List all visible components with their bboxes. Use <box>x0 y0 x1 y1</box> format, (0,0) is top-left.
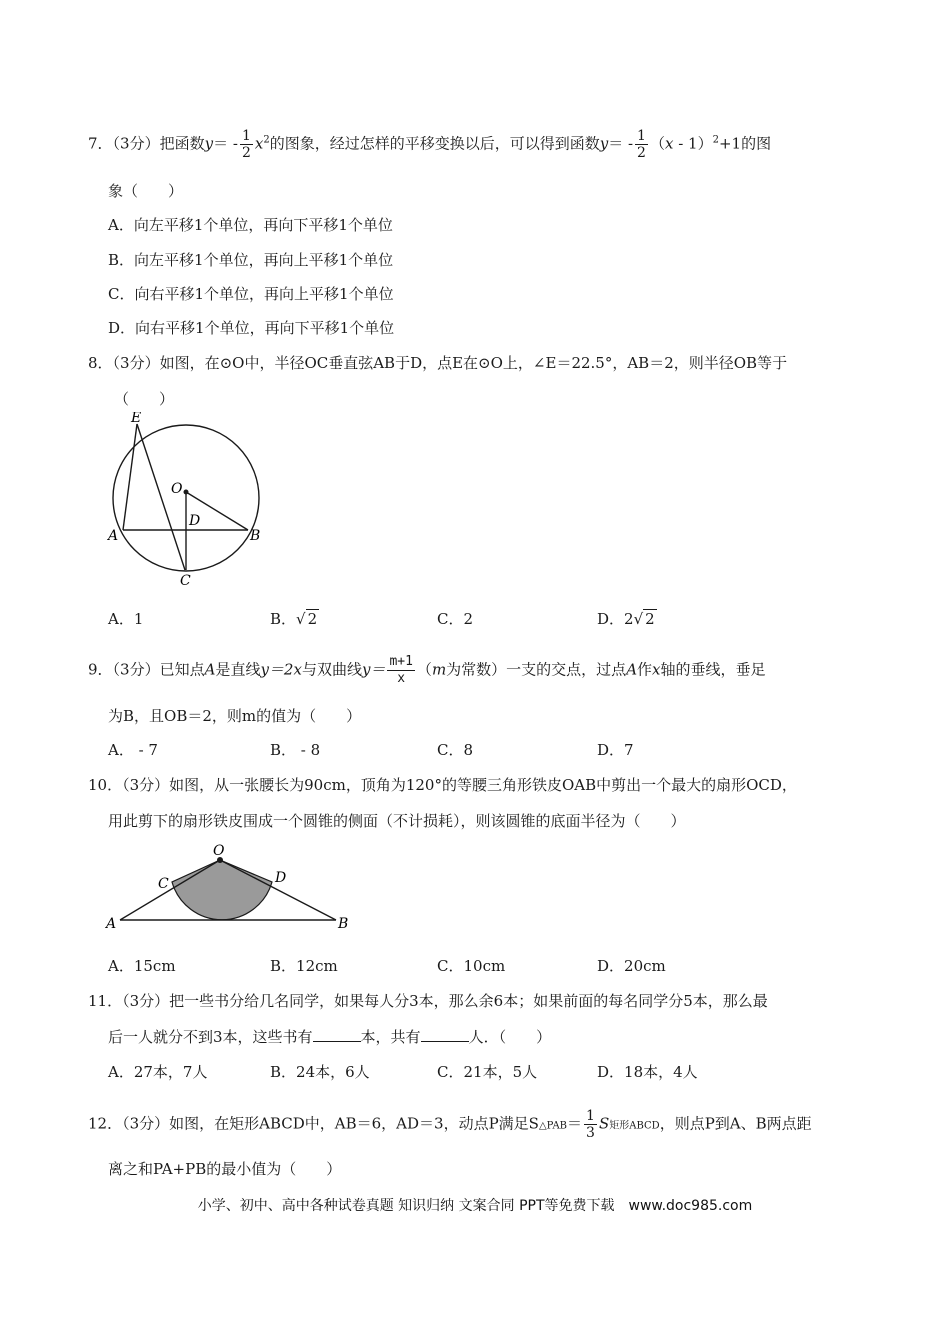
q11-blank-1 <box>313 1027 361 1042</box>
q12-fraction <box>584 1108 597 1141</box>
q12-line1 <box>88 1108 812 1141</box>
q7-option-a: A．向左平移1个单位，再向下平移1个单位 <box>108 216 393 234</box>
q11-option-b: B．24本，6人 <box>270 1063 370 1081</box>
q12-sub-2: 矩形ABCD <box>609 1120 660 1132</box>
q10-label-o: O <box>213 843 225 859</box>
q11-option-a: A．27本，7人 <box>108 1063 208 1081</box>
q7-fraction-2 <box>635 128 648 161</box>
q9-line2: 为B，且OB＝2，则m的值为（ ） <box>108 707 362 725</box>
q7-text-c: （ <box>649 134 665 153</box>
q8-line-ec <box>137 424 185 570</box>
q11-line1: 11．（3分）把一些书分给几名同学，如果每人分3本，那么余6本；如果前面的每名同学分5本，那么最 <box>88 992 768 1010</box>
q8-label-d: D <box>189 513 201 529</box>
q9-text-f: 作 <box>637 660 653 679</box>
q7-frac1-den: 2 <box>241 145 251 161</box>
q10-label-c: C <box>158 876 169 892</box>
q9-text-g: 轴的垂线，垂足 <box>660 660 766 679</box>
q8-line-ea <box>123 424 137 530</box>
q7-x-squared: x <box>254 134 264 153</box>
q8-line2: （ ） <box>114 390 175 408</box>
q8-line1: 8．（3分）如图，在⊙O中，半径OC垂直弦AB于D，点E在⊙O上，∠E＝22.5°，AB＝2，则半径OB等于 <box>88 354 788 372</box>
q9-line1 <box>88 654 766 687</box>
q9-y-eq: y＝ <box>361 660 386 679</box>
q10-label-d: D <box>275 870 287 886</box>
q8-option-b-rad: 2 <box>307 610 318 628</box>
q9-option-d: D．7 <box>597 741 634 759</box>
q10-option-a: A．15cm <box>108 957 176 975</box>
q10-line2: 用此剪下的扇形铁皮围成一个圆锥的侧面（不计损耗），则该圆锥的底面半径为（ ） <box>108 812 686 830</box>
q9-text-b: 是直线 <box>215 660 261 679</box>
q10-label-a: A <box>106 916 117 932</box>
q9-line-eq: y＝2x <box>260 660 302 679</box>
q8-label-b: B <box>250 528 261 544</box>
q10-sector <box>172 860 272 920</box>
q9-frac-num: m+1 <box>389 654 413 669</box>
q9-x: x <box>652 660 661 679</box>
q7-number: 7． <box>88 134 113 153</box>
q8-option-d-sqrt: √ 2 <box>633 610 655 628</box>
q10-option-b: B．12cm <box>270 957 338 975</box>
q10-triangle-figure <box>100 838 360 938</box>
q7-text-d: - 1） <box>673 134 713 153</box>
q8-option-b-prefix: B． <box>270 610 297 628</box>
q11-text-a: 后一人就分不到3本，这些书有 <box>108 1028 313 1046</box>
page-footer: 小学、初中、高中各种试卷真题 知识归纳 文案合同 PPT等免费下载 www.doc985.com <box>197 1198 753 1214</box>
q7-line1 <box>88 128 771 161</box>
q11-option-c: C．21本，5人 <box>437 1063 538 1081</box>
q7-text-b: 的图象，经过怎样的平移变换以后，可以得到函数 <box>269 134 600 153</box>
q9-point-a: A <box>204 660 216 679</box>
q12-frac-num: 1 <box>586 1108 595 1124</box>
q10-label-b: B <box>338 916 349 932</box>
q8-label-e: E <box>131 412 142 426</box>
q7-frac2-num: 1 <box>637 128 646 144</box>
q9-text-e: 为常数）一支的交点，过点 <box>446 660 627 679</box>
q7-frac1-num: 1 <box>241 128 251 144</box>
q7-fraction-1 <box>240 128 253 161</box>
q12-s2: S <box>598 1114 610 1133</box>
q8-option-b-sqrt: √ 2 <box>296 610 318 628</box>
q9-frac-den: x <box>397 671 406 686</box>
q9-fraction <box>387 654 414 687</box>
q12-sub-1: △PAB <box>538 1120 568 1132</box>
q11-text-b: 本，共有 <box>360 1028 421 1046</box>
q12-eq: ＝ <box>567 1114 583 1133</box>
q8-circle-figure <box>100 412 280 590</box>
q9-m: m <box>431 660 447 679</box>
q9-option-c: C．8 <box>437 741 474 759</box>
q7-sup: 2 <box>263 134 270 146</box>
q9-text-c: 与双曲线 <box>301 660 362 679</box>
q7-text-a: 把函数 <box>159 134 205 153</box>
q7-eq2: ＝ - <box>608 134 634 153</box>
q7-line2: 象（ ） <box>108 182 184 200</box>
q8-option-d <box>597 608 657 630</box>
q7-y1: y <box>204 134 214 153</box>
q8-option-d-rad: 2 <box>645 610 655 628</box>
q8-label-o: O <box>171 481 183 497</box>
q10-option-d: D．20cm <box>597 957 666 975</box>
q8-option-b <box>270 608 319 630</box>
q7-sup-2: 2 <box>712 134 719 146</box>
q11-blank-2 <box>421 1027 469 1042</box>
q7-option-c: C．向右平移1个单位，再向上平移1个单位 <box>108 285 394 303</box>
q7-eq1: ＝ - <box>213 134 238 153</box>
q11-text-c: 人．（ ） <box>468 1028 552 1046</box>
q11-line2 <box>108 1026 551 1048</box>
q8-center-dot <box>184 490 189 495</box>
q7-frac2-den: 2 <box>637 145 646 161</box>
q12-text-b: ，则点P到A、B两点距 <box>659 1114 812 1133</box>
q7-x-var: x <box>664 134 674 153</box>
q9-text-d: （ <box>416 660 432 679</box>
q12-text-a: 12．（3分）如图，在矩形ABCD中，AB＝6，AD＝3，动点P满足S <box>88 1114 539 1133</box>
q8-option-a: A．1 <box>108 610 144 628</box>
q12-line2: 离之和PA+PB的最小值为（ ） <box>108 1160 342 1178</box>
q12-frac-den: 3 <box>586 1125 595 1141</box>
q11-option-d: D．18本，4人 <box>597 1063 698 1081</box>
q8-label-a: A <box>108 528 119 544</box>
q9-option-b: B． - 8 <box>270 741 321 759</box>
q10-line1: 10．（3分）如图，从一张腰长为90cm，顶角为120°的等腰三角形铁皮OAB中剪出一个最大的扇形OCD， <box>88 776 797 794</box>
q9-option-a: A． - 7 <box>108 741 158 759</box>
q7-score: （3分） <box>112 134 160 153</box>
q8-label-c: C <box>180 573 191 589</box>
q7-y2: y <box>599 134 609 153</box>
q9-point-a2: A <box>626 660 638 679</box>
q8-option-d-prefix: D．2 <box>597 610 634 628</box>
q7-option-d: D．向右平移1个单位，再向下平移1个单位 <box>108 319 395 337</box>
q10-option-c: C．10cm <box>437 957 506 975</box>
q7-text-e: +1的图 <box>718 134 772 153</box>
q9-text-a: 9．（3分）已知点 <box>88 660 205 679</box>
q8-option-c: C．2 <box>437 610 474 628</box>
q7-option-b: B．向左平移1个单位，再向上平移1个单位 <box>108 251 394 269</box>
